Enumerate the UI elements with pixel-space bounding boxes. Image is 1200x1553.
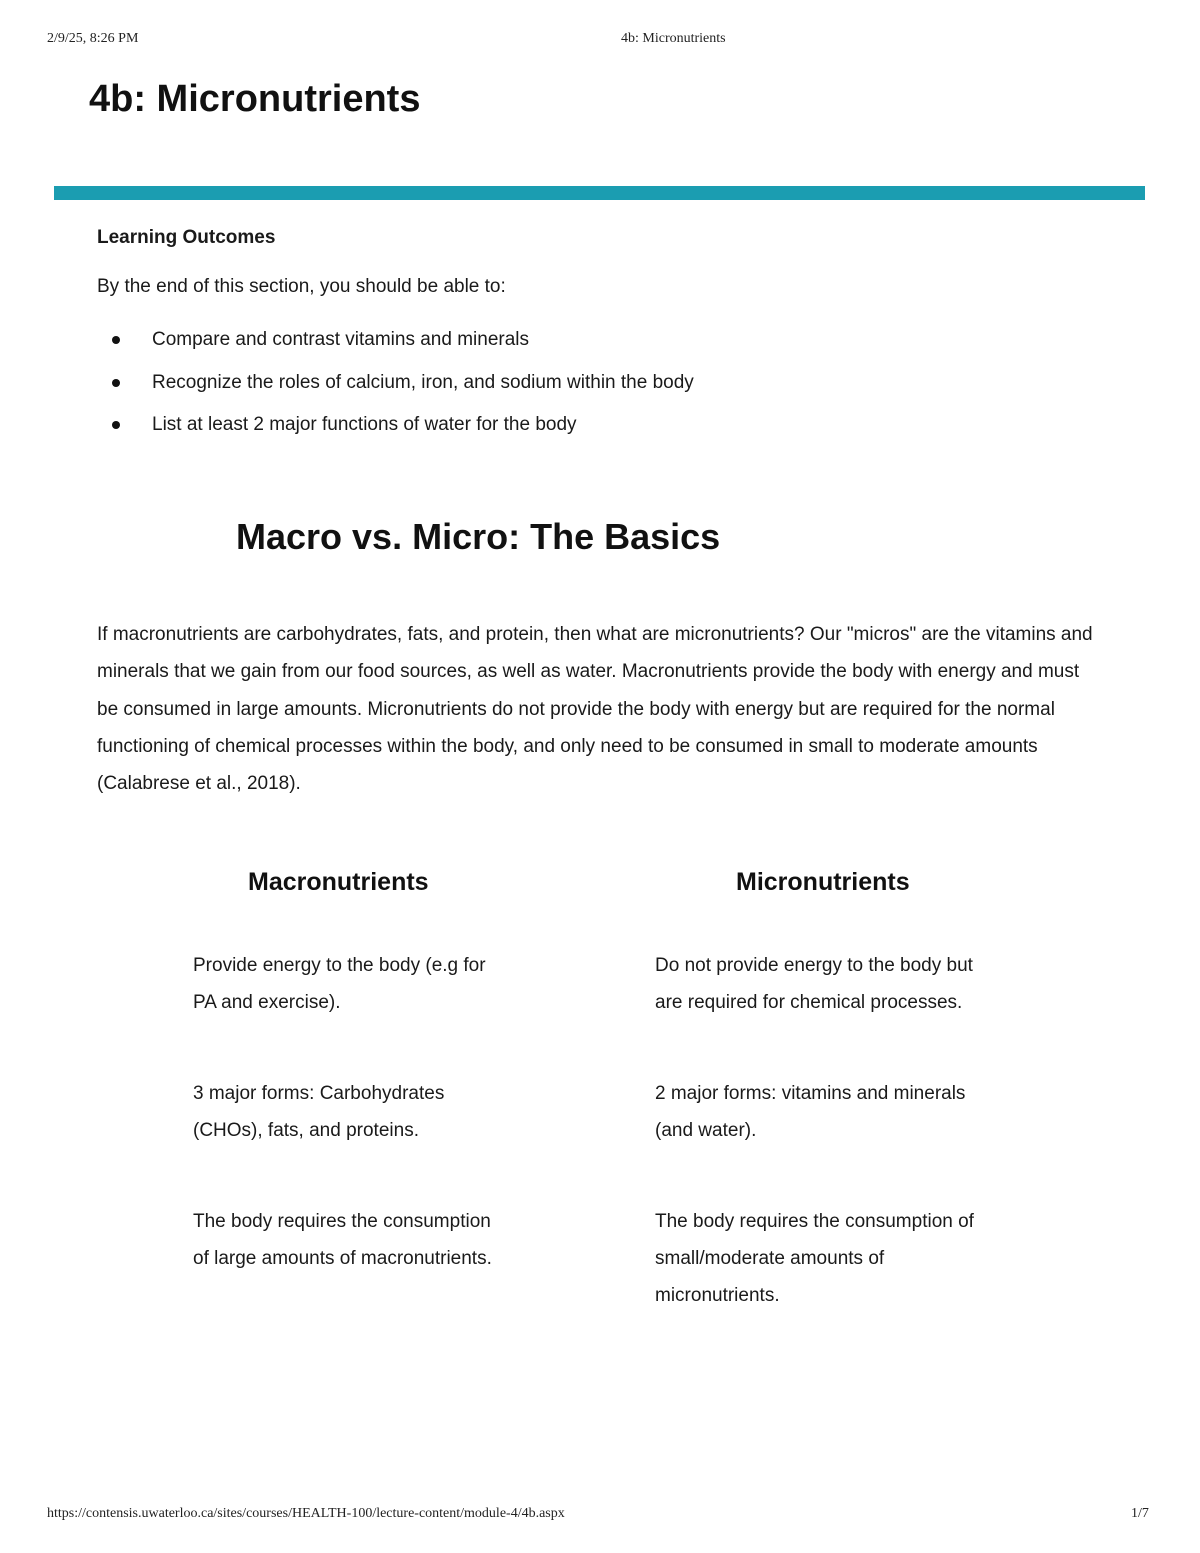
list-item-text: Recognize the roles of calcium, iron, and sodium within the body — [152, 371, 694, 393]
list-item — [112, 326, 694, 369]
bullet-icon — [112, 379, 120, 387]
intro-paragraph: If macronutrients are carbohydrates, fats, and protein, then what are micronutrients? Our "micros" are the vitamins and minerals that we gain from our food sources, as well as water. Macronutrients provide the body with energy and must be consumed in large amounts. Micronutrients do not provide the body with energy but are required for the normal functioning of chemical processes within the body, and only need to be consumed in small to moderate amounts (Calabrese et al., 2018). — [97, 624, 1093, 795]
bullet-icon — [112, 421, 120, 429]
list-item-text: List at least 2 major functions of water for the body — [152, 414, 577, 435]
list-item — [112, 369, 694, 412]
list-item — [112, 411, 694, 454]
macro-item: Provide energy to the body (e.g for PA and exercise). — [193, 955, 486, 1013]
print-url: https://contensis.uwaterloo.ca/sites/courses/HEALTH-100/lecture-content/module-4/4b.aspx — [47, 1506, 565, 1521]
macro-item: 3 major forms: Carbohydrates (CHOs), fats, and proteins. — [193, 1083, 445, 1141]
learning-outcomes-list — [112, 326, 694, 454]
learning-outcomes-intro: By the end of this section, you should be able to: — [97, 276, 506, 297]
macro-item: The body requires the consumption of large amounts of macronutrients. — [193, 1211, 492, 1269]
print-page-number: 1/7 — [1131, 1506, 1149, 1521]
print-page-title: 4b: Micronutrients — [621, 31, 726, 46]
micro-item: The body requires the consumption of small/moderate amounts of micronutrients. — [655, 1211, 974, 1306]
micro-item: Do not provide energy to the body but are required for chemical processes. — [655, 955, 973, 1013]
list-item-text: Compare and contrast vitamins and minerals — [152, 329, 530, 350]
bullet-icon — [112, 336, 120, 344]
micronutrients-heading: Micronutrients — [736, 868, 910, 896]
micro-item: 2 major forms: vitamins and minerals (and water). — [655, 1083, 966, 1141]
title-divider — [54, 186, 1145, 200]
learning-outcomes-heading: Learning Outcomes — [97, 227, 276, 248]
section-heading: Macro vs. Micro: The Basics — [236, 516, 721, 557]
print-date: 2/9/25, 8:26 PM — [47, 31, 139, 46]
page-title: 4b: Micronutrients — [89, 78, 421, 120]
macronutrients-heading: Macronutrients — [248, 868, 429, 896]
